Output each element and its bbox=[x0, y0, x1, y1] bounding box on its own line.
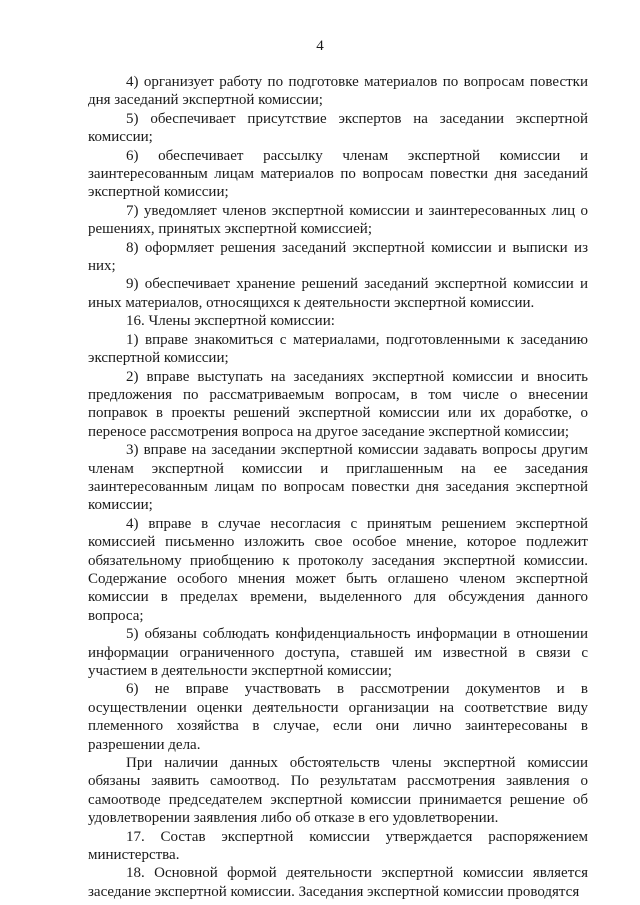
section-17: 17. Состав экспертной комиссии утверждается распоряжением министерства. bbox=[88, 828, 588, 864]
paragraph-member-right-2: 2) вправе выступать на заседаниях экспертной комиссии и вносить предложения по рассматриваемым вопросам, в том числе о внесении поправок в проекты решений экспертной комиссии или их доработке, о переносе рассмотрения вопроса на другое заседание экспертной комиссии; bbox=[88, 368, 588, 440]
paragraph-member-duty-5: 5) обязаны соблюдать конфиденциальность информации в отношении информации ограниченного доступа, ставшей им известной в связи с участием в деятельности экспертной комиссии; bbox=[88, 626, 588, 679]
paragraph-item-6: 6) обеспечивает рассылку членам экспертной комиссии и заинтересованным лицам материалов по вопросам повестки дня заседаний экспертной комиссии; bbox=[88, 147, 588, 201]
paragraph-item-4: 4) организует работу по подготовке материалов по вопросам повестки дня заседаний экспертной комиссии; bbox=[88, 74, 588, 109]
paragraph-item-8: 8) оформляет решения заседаний экспертной комиссии и выписки из них; bbox=[88, 239, 588, 275]
section-16-heading: 16. Члены экспертной комиссии: bbox=[126, 313, 335, 330]
paragraph-self-recusal: При наличии данных обстоятельств члены экспертной комиссии обязаны заявить самоотвод. По результатам рассмотрения заявления о самоотводе председателем экспертной комиссии принимается решение об удовлетворении заявления либо об отказе в его удовлетворении. bbox=[88, 755, 588, 827]
paragraph-item-7: 7) уведомляет членов экспертной комиссии и заинтересованных лиц о решениях, принятых экспертной комиссией; bbox=[88, 202, 588, 238]
paragraph-member-duty-6: 6) не вправе участвовать в рассмотрении документов и в осуществлении оценки деятельности организации на соответствие виду племенного хозяйства в случае, если они лично заинтересованы в разрешении дела. bbox=[88, 681, 588, 753]
paragraph-member-right-4: 4) вправе в случае несогласия с принятым решением экспертной комиссией письменно изложить свое особое мнение, которое подлежит обязательному приобщению к протоколу заседания экспертной комиссии. Содержание особого мнения может быть оглашено членом экспертной комиссии в пределах времени, выделенного для обсуждения данного вопроса; bbox=[88, 515, 588, 624]
paragraph-item-5: 5) обеспечивает присутствие экспертов на заседании экспертной комиссии; bbox=[88, 110, 588, 146]
paragraph-item-9: 9) обеспечивает хранение решений заседаний экспертной комиссии и иных материалов, относящихся к деятельности экспертной комиссии. bbox=[88, 276, 588, 311]
document-body bbox=[88, 73, 588, 901]
section-18: 18. Основной формой деятельности экспертной комиссии является заседание экспертной комиссии. Заседания экспертной комиссии проводятся bbox=[88, 865, 588, 900]
page-number: 4 bbox=[316, 38, 324, 54]
paragraph-member-right-1: 1) вправе знакомиться с материалами, подготовленными к заседанию экспертной комиссии; bbox=[88, 331, 588, 367]
paragraph-member-right-3: 3) вправе на заседании экспертной комиссии задавать вопросы другим членам экспертной комиссии и приглашенным на ее заседания заинтересованным лицам по вопросам повестки дня заседания экспертной комиссии; bbox=[88, 442, 588, 514]
